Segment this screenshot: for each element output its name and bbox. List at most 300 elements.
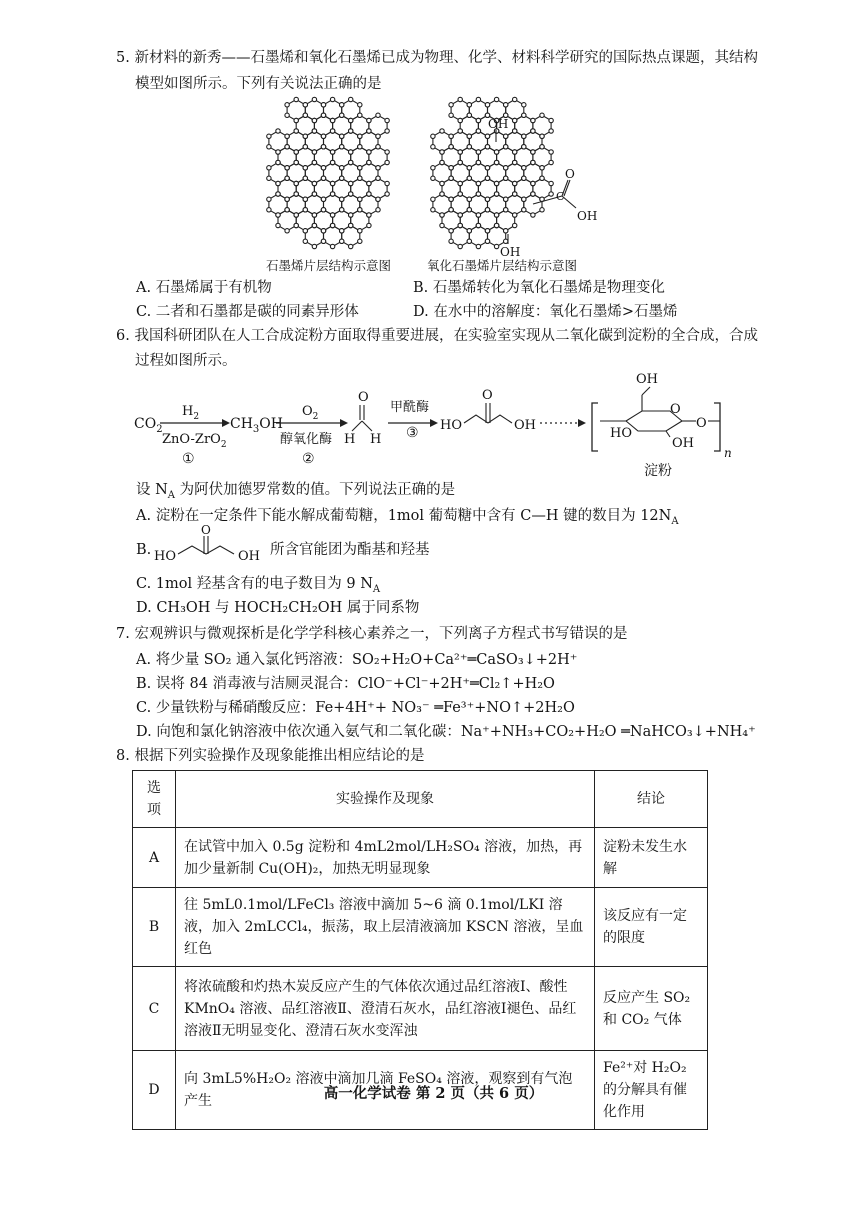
carbon-atom (294, 160, 298, 164)
carbon-atom (276, 160, 280, 164)
carbon-atom (467, 145, 471, 149)
o-label: O (565, 167, 575, 181)
dha-ho: HO (440, 418, 462, 433)
carbon-atom (358, 113, 362, 117)
q6-option-a-text: A. 淀粉在一定条件下能水解成葡萄糖，1mol 葡萄糖中含有 C—H 键的数目为 12N (136, 508, 672, 524)
carbon-atom (504, 229, 508, 233)
carbon-atom (540, 113, 544, 117)
o2-sub: 2 (312, 412, 319, 422)
carbon-atom (522, 166, 526, 170)
carbon-atom (449, 208, 453, 212)
hexagon-ring (524, 194, 542, 215)
row-conclusion: 淀粉未发生水解 (595, 828, 708, 888)
carbon-atom (358, 208, 362, 212)
carbon-atom (540, 166, 544, 170)
oh-label-bottom: OH (500, 245, 521, 259)
svg-text:ZnO-ZrO2 (162, 432, 227, 450)
carbon-atom (340, 197, 344, 201)
row-conclusion: 该反应有一定的限度 (595, 888, 708, 967)
carbon-atom (358, 134, 362, 138)
caption-graphene: 石墨烯片层结构示意图 (266, 258, 392, 273)
carbon-atom (376, 113, 380, 117)
carbon-atom (476, 118, 480, 122)
carbon-atom (385, 129, 389, 133)
b-ho: HO (154, 549, 176, 564)
carbon-atom (440, 150, 444, 154)
carbon-atom (531, 129, 535, 133)
q6-option-b-text: 所含官能团为酯基和羟基 (270, 542, 430, 558)
ch3oh-end: OH (259, 416, 283, 432)
carbon-atom (267, 176, 271, 180)
catalyst-2: 醇氧化酶 (280, 432, 333, 447)
step-1-label: ① (182, 451, 195, 467)
q5-option-c[interactable]: C. 二者和石墨都是碳的同素异形体 (136, 304, 359, 320)
carbon-atom (476, 192, 480, 196)
q6-option-d[interactable]: D. CH₃OH 与 HOCH₂CH₂OH 属于同系物 (136, 600, 420, 616)
carbon-atom (285, 229, 289, 233)
carbon-atom (367, 129, 371, 133)
q6-option-b[interactable] (136, 540, 151, 560)
carbon-atom (513, 97, 517, 101)
carbon-atom (330, 97, 334, 101)
carbon-atom (303, 229, 307, 233)
carbon-atom (294, 97, 298, 101)
carbon-atom (549, 192, 553, 196)
carbon-atom (276, 192, 280, 196)
carbon-atom (358, 145, 362, 149)
carbon-atom (376, 166, 380, 170)
carbon-atom (458, 160, 462, 164)
carbon-atom (285, 103, 289, 107)
carbon-atom (267, 197, 271, 201)
carbon-atom (312, 97, 316, 101)
carbon-atom (321, 103, 325, 107)
carbon-atom (504, 176, 508, 180)
carbon-atom (303, 166, 307, 170)
carbon-atom (504, 208, 508, 212)
carbon-atom (476, 97, 480, 101)
carbon-atom (294, 181, 298, 185)
svg-text:CH3OH (230, 416, 283, 435)
carbon-atom (531, 160, 535, 164)
carbon-atom (458, 181, 462, 185)
carbon-atom (358, 103, 362, 107)
q6-intro-text: 设 N (136, 482, 168, 498)
carbon-atom (303, 134, 307, 138)
q6-stem-line2: 过程如图所示。 (135, 353, 237, 369)
carbon-atom (349, 150, 353, 154)
q6-stem-line1: 6. 我国科研团队在人工合成淀粉方面取得重要进展，在实验室实现从二氧化碳到淀粉的全合成，合成 (116, 328, 758, 344)
o2-reagent: O (302, 404, 313, 419)
carbon-atom (330, 244, 334, 248)
carbon-atom (267, 208, 271, 212)
carbon-atom (467, 239, 471, 243)
carbon-atom (312, 244, 316, 248)
starch-label: 淀粉 (644, 463, 672, 479)
carbon-atom (349, 244, 353, 248)
carbon-atom (513, 213, 517, 217)
carbon-atom (458, 97, 462, 101)
carbon-atom (494, 223, 498, 227)
carbon-atom (367, 213, 371, 217)
h2-sub: 2 (193, 412, 200, 422)
experiment-table (132, 770, 708, 1130)
carbon-atom (549, 181, 553, 185)
carbon-atom (467, 208, 471, 212)
carbon-atom (330, 150, 334, 154)
carbon-atom (385, 192, 389, 196)
hexagon-ring (278, 210, 296, 231)
carbon-atom (385, 181, 389, 185)
methanol-formula: CH (230, 416, 253, 432)
q7-stem: 7. 宏观辨识与微观探析是化学学科核心素养之一，下列离子方程式书写错误的是 (116, 626, 628, 642)
carbon-atom (303, 103, 307, 107)
carbon-atom (330, 213, 334, 217)
carbon-atom (549, 150, 553, 154)
carbon-atom (312, 223, 316, 227)
carbon-atom (303, 113, 307, 117)
carbon-atom (376, 145, 380, 149)
carbon-atom (458, 244, 462, 248)
carbon-atom (358, 239, 362, 243)
carbon-atom (431, 134, 435, 138)
graphene-structure-figure (250, 96, 598, 274)
carbon-atom (476, 181, 480, 185)
carbon-atom (513, 181, 517, 185)
carbon-atom (349, 97, 353, 101)
carbon-atom (458, 223, 462, 227)
carbon-atom (522, 208, 526, 212)
carbon-atom (494, 160, 498, 164)
q7-option-a[interactable]: A. 将少量 SO₂ 通入氯化钙溶液：SO₂+H₂O+Ca²⁺═CaSO₃↓+2H⁺ (136, 652, 578, 668)
carbon-atom (476, 150, 480, 154)
carbon-atom (458, 213, 462, 217)
starch-oh-top: OH (636, 372, 658, 387)
carbon-atom (367, 192, 371, 196)
row-procedure: 向 3mL5%H₂O₂ 溶液中滴加几滴 FeSO₄ 溶液，观察到有气泡产生 (176, 1051, 595, 1130)
q6-option-c[interactable] (136, 574, 380, 600)
b-o: O (201, 523, 211, 537)
carbon-atom (504, 103, 508, 107)
carbon-atom (531, 181, 535, 185)
carbon-atom (476, 213, 480, 217)
carbon-atom (367, 223, 371, 227)
carbon-atom (285, 113, 289, 117)
carbon-atom (367, 150, 371, 154)
carbon-atom (294, 129, 298, 133)
carbon-atom (312, 192, 316, 196)
carbon-atom (330, 160, 334, 164)
carbon-atom (312, 213, 316, 217)
q7-option-d[interactable]: D. 向饱和氯化钠溶液中依次通入氨气和二氧化碳：Na⁺+NH₃+CO₂+H₂O ═NaHCO₃↓+NH₄⁺ (136, 724, 756, 740)
carbon-atom (376, 197, 380, 201)
carbon-atom (321, 134, 325, 138)
carbon-atom (549, 160, 553, 164)
carbon-atom (340, 176, 344, 180)
q6-option-a-sub: A (671, 515, 679, 527)
carbon-atom (267, 166, 271, 170)
carbon-atom (449, 113, 453, 117)
carbon-atom (367, 160, 371, 164)
carbon-atom (285, 145, 289, 149)
carbon-atom (312, 150, 316, 154)
carbon-atom (285, 134, 289, 138)
carbon-atom (458, 192, 462, 196)
carbon-atom (513, 223, 517, 227)
carbon-atom (330, 181, 334, 185)
row-option: D (133, 1051, 176, 1130)
carbon-atom (303, 145, 307, 149)
carbon-atom (449, 166, 453, 170)
carbon-atom (321, 229, 325, 233)
q6-option-c-text: C. 1mol 羟基含有的电子数目为 9 N (136, 576, 373, 592)
carbon-atom (431, 197, 435, 201)
carbon-atom (385, 160, 389, 164)
carbon-atom (431, 145, 435, 149)
carbon-atom (285, 166, 289, 170)
carbon-atom (449, 229, 453, 233)
q6-intro (136, 480, 455, 506)
carbon-atom (312, 181, 316, 185)
carbon-atom (440, 129, 444, 133)
carbon-atom (321, 176, 325, 180)
carbon-atom (513, 192, 517, 196)
carbon-atom (312, 129, 316, 133)
hexagon-ring (488, 226, 506, 247)
carbon-atom (467, 103, 471, 107)
carbon-atom (494, 192, 498, 196)
carbon-atom (321, 239, 325, 243)
hexagon-ring (305, 226, 323, 247)
q5-stem-line2: 模型如图所示。下列有关说法正确的是 (135, 76, 382, 92)
carbon-atom (467, 176, 471, 180)
row-procedure: 在试管中加入 0.5g 淀粉和 4mL2mol/LH₂SO₄ 溶液，加热，再加少量新制 Cu(OH)₂，加热无明显现象 (176, 828, 595, 888)
carbon-atom (321, 113, 325, 117)
carbon-atom (449, 103, 453, 107)
carbon-atom (513, 150, 517, 154)
carbon-atom (294, 213, 298, 217)
carbon-atom (522, 113, 526, 117)
carbon-atom (504, 134, 508, 138)
carbon-atom (303, 176, 307, 180)
dihydroxyacetone-structure (152, 524, 272, 568)
carbon-atom (294, 150, 298, 154)
table-header-row (133, 771, 708, 828)
carbon-atom (303, 239, 307, 243)
carbon-atom (504, 239, 508, 243)
q5-option-a[interactable]: A. 石墨烯属于有机物 (136, 280, 272, 296)
carbon-atom (485, 208, 489, 212)
caption-graphene-oxide: 氧化石墨烯片层结构示意图 (427, 258, 578, 273)
formaldehyde-o: O (358, 390, 369, 405)
carbon-atom (276, 181, 280, 185)
carbon-atom (522, 197, 526, 201)
co2-sub: 2 (156, 424, 163, 435)
carbon-atom (358, 229, 362, 233)
carbon-atom (267, 134, 271, 138)
carbon-atom (431, 166, 435, 170)
carbon-atom (340, 134, 344, 138)
carbon-atom (376, 134, 380, 138)
carbon-atom (276, 223, 280, 227)
carbon-atom (504, 145, 508, 149)
carbon-atom (476, 244, 480, 248)
carbon-atom (513, 118, 517, 122)
carbon-atom (294, 223, 298, 227)
carbon-atom (494, 97, 498, 101)
carbon-atom (531, 118, 535, 122)
carbon-atom (485, 145, 489, 149)
carbon-atom (494, 244, 498, 248)
formaldehyde-h-left: H (344, 432, 356, 447)
carbon-atom (531, 192, 535, 196)
carbon-atom (294, 118, 298, 122)
carbon-atom (467, 166, 471, 170)
carbon-atom (321, 208, 325, 212)
carbon-atom (494, 213, 498, 217)
carbon-atom (540, 176, 544, 180)
q7-option-c[interactable]: C. 少量铁粉与稀硝酸反应：Fe+4H⁺+ NO₃⁻ ═Fe³⁺+NO↑+2H₂O (136, 700, 575, 716)
carbon-atom (467, 134, 471, 138)
starch-ho: HO (610, 426, 632, 441)
carbon-atom (522, 103, 526, 107)
carbon-atom (440, 181, 444, 185)
carbon-atom (321, 145, 325, 149)
carbon-atom (449, 145, 453, 149)
formaldehyde-h-right: H (370, 432, 382, 447)
carbon-atom (440, 223, 444, 227)
header-conclusion: 结论 (595, 771, 708, 828)
svg-text:O2 (302, 404, 318, 422)
b-oh: OH (238, 549, 260, 564)
starch-synthesis-scheme (130, 365, 750, 480)
carbon-atom (522, 176, 526, 180)
carbon-atom (385, 118, 389, 122)
carbon-atom (349, 213, 353, 217)
carbon-atom (276, 129, 280, 133)
carbon-atom (285, 176, 289, 180)
carbon-atom (531, 150, 535, 154)
row-procedure: 将浓硫酸和灼热木炭反应产生的气体依次通过品红溶液Ⅰ、酸性 KMnO₄ 溶液、品红溶液Ⅱ、澄清石灰水，品红溶液Ⅰ褪色、品红溶液Ⅱ无明显变化、澄清石灰水变浑浊 (176, 967, 595, 1051)
carbon-atom (303, 208, 307, 212)
carbon-atom (494, 181, 498, 185)
carbon-atom (485, 197, 489, 201)
carbon-atom (330, 223, 334, 227)
carbon-atom (458, 150, 462, 154)
carbon-atom (540, 145, 544, 149)
starch-bridge-o: O (696, 416, 707, 431)
carbon-atom (540, 134, 544, 138)
ch3oh-sub: 3 (252, 424, 260, 435)
carbon-atom (340, 103, 344, 107)
carbon-atom (467, 113, 471, 117)
starch-oh-bottom: OH (672, 436, 694, 451)
carbon-atom (485, 134, 489, 138)
q6-intro-end: 为阿伏加德罗常数的值。下列说法正确的是 (175, 482, 456, 498)
oh-label-right: OH (577, 209, 598, 223)
carbon-atom (485, 103, 489, 107)
q5-option-d[interactable]: D. 在水中的溶解度：氧化石墨烯>石墨烯 (413, 304, 678, 320)
carbon-atom (376, 176, 380, 180)
carbon-atom (349, 160, 353, 164)
carbon-atom (485, 176, 489, 180)
starch-ring-o: O (670, 402, 681, 417)
carbon-atom (276, 213, 280, 217)
carbon-atom (285, 197, 289, 201)
row-option: C (133, 967, 176, 1051)
carbon-atom (340, 113, 344, 117)
svg-text:H2 (182, 404, 199, 422)
carbon-atom (476, 160, 480, 164)
dha-oh: OH (514, 418, 536, 433)
hexagon-ring (342, 226, 360, 247)
q5-option-b[interactable]: B. 石墨烯转化为氧化石墨烯是物理变化 (413, 280, 665, 296)
row-conclusion: Fe²⁺对 H₂O₂ 的分解具有催化作用 (595, 1051, 708, 1130)
carbon-atom (513, 160, 517, 164)
c-label: C (556, 190, 565, 203)
catalyst-3: 甲酰酶 (390, 400, 430, 415)
page-footer: 高一化学试卷 第 2 页（共 6 页） (323, 1085, 544, 1102)
carbon-atom (522, 134, 526, 138)
carbon-atom (358, 176, 362, 180)
header-option: 选项 (133, 771, 176, 828)
row-conclusion: 反应产生 SO₂ 和 CO₂ 气体 (595, 967, 708, 1051)
hexagon-ring (469, 226, 487, 247)
carbon-atom (358, 166, 362, 170)
row-procedure: 往 5mL0.1mol/LFeCl₃ 溶液中滴加 5~6 滴 0.1mol/LKI 溶液，加入 2mLCCl₄，振荡，取上层清液滴加 KSCN 溶液，呈血红色 (176, 888, 595, 967)
carbon-atom (349, 192, 353, 196)
carbon-atom (330, 192, 334, 196)
carbon-atom (349, 118, 353, 122)
carbon-atom (440, 160, 444, 164)
carbon-atom (349, 129, 353, 133)
carbon-atom (467, 229, 471, 233)
carbon-atom (303, 197, 307, 201)
row-option: B (133, 888, 176, 967)
svg-text:CO2 (134, 416, 163, 435)
carbon-atom (513, 129, 517, 133)
oh-label-top: OH (488, 117, 509, 131)
header-procedure: 实验操作及现象 (176, 771, 595, 828)
carbon-atom (549, 129, 553, 133)
carbon-atom (431, 208, 435, 212)
carbon-atom (522, 145, 526, 149)
carbon-atom (485, 239, 489, 243)
step-3-label: ③ (406, 425, 419, 441)
carbon-atom (485, 229, 489, 233)
carbon-atom (340, 145, 344, 149)
carbon-atom (340, 166, 344, 170)
carbon-atom (340, 229, 344, 233)
carbon-atom (449, 176, 453, 180)
carbon-atom (458, 129, 462, 133)
carbon-atom (485, 166, 489, 170)
table-row (133, 888, 708, 967)
carbon-atom (476, 223, 480, 227)
carbon-atom (321, 197, 325, 201)
q7-option-b[interactable]: B. 误将 84 消毒液与洁厕灵混合：ClO⁻+Cl⁻+2H⁺═Cl₂↑+H₂O (136, 676, 555, 692)
carbon-atom (467, 197, 471, 201)
carbon-atom (494, 150, 498, 154)
carbon-atom (431, 176, 435, 180)
carbon-atom (349, 181, 353, 185)
carbon-atom (312, 118, 316, 122)
catalyst-1: ZnO-ZrO (162, 432, 221, 447)
carbon-atom (285, 208, 289, 212)
carbon-atom (540, 208, 544, 212)
carbon-atom (449, 239, 453, 243)
h2-reagent: H (182, 404, 194, 419)
